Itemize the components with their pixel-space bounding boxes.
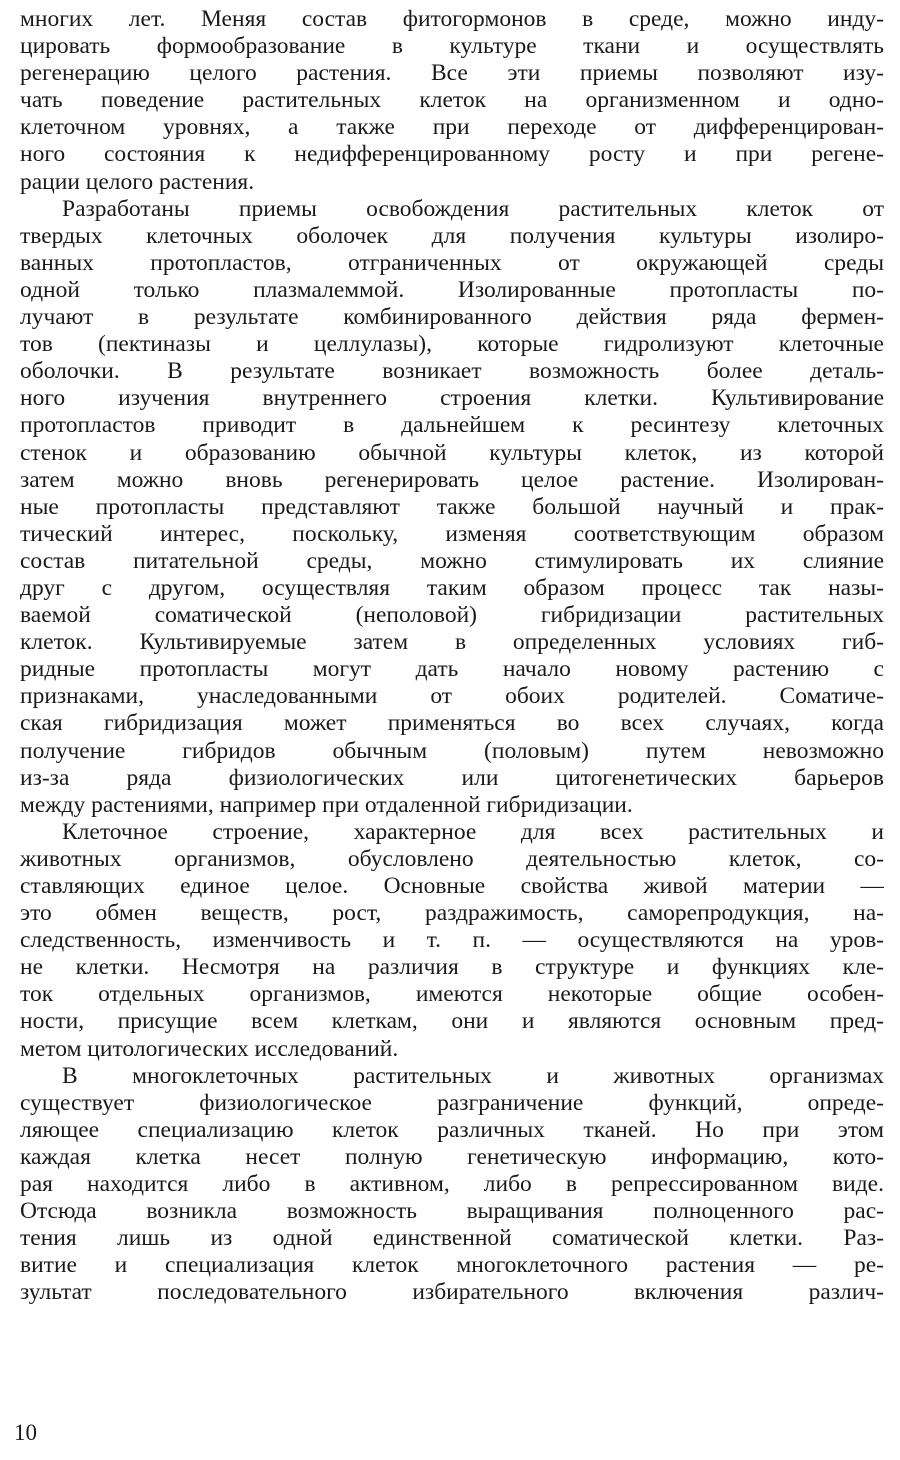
text-line: протопластов приводит в дальнейшем к ресинтезу клеточных — [20, 412, 884, 439]
text-line: Отсюда возникла возможность выращивания полноценного рас- — [20, 1198, 884, 1225]
text-line: ток отдельных организмов, имеются некоторые общие особен- — [20, 981, 884, 1008]
text-line: чать поведение растительных клеток на организменном и одно- — [20, 87, 884, 114]
text-line: признаками, унаследованными от обоих родителей. Соматиче- — [20, 683, 884, 710]
text-line: следственность, изменчивость и т. п. — осуществляются на уров- — [20, 927, 884, 954]
text-line: стенок и образованию обычной культуры клеток, из которой — [20, 439, 884, 466]
text-line: цировать формообразование в культуре ткани и осуществлять — [20, 33, 884, 60]
text-line: тов (пектиназы и целлулазы), которые гидролизуют клеточные — [20, 331, 884, 358]
text-line: ляющее специализацию клеток различных тканей. Но при этом — [20, 1116, 884, 1143]
text-line: получение гибридов обычным (половым) путем невозможно — [20, 737, 884, 764]
text-line: твердых клеточных оболочек для получения культуры изолиро- — [20, 222, 884, 249]
text-line: животных организмов, обусловлено деятельностью клеток, со- — [20, 845, 884, 872]
text-line: ного состояния к недифференцированному росту и при регене- — [20, 141, 884, 168]
text-line: клеток. Культивируемые затем в определенных условиях гиб- — [20, 629, 884, 656]
paragraph-start-line: В многоклеточных растительных и животных организмах — [62, 1062, 884, 1089]
text-line: рая находится либо в активном, либо в репрессированном виде. — [20, 1171, 884, 1198]
text-line: зультат последовательного избирательного включения различ- — [20, 1279, 884, 1306]
text-line: это обмен веществ, рост, раздражимость, саморепродукция, на- — [20, 900, 884, 927]
text-line: регенерацию целого растения. Все эти приемы позволяют изу- — [20, 60, 884, 87]
text-line: затем можно вновь регенерировать целое растение. Изолирован- — [20, 466, 884, 493]
text-line: ного изучения внутреннего строения клетки. Культивирование — [20, 385, 884, 412]
page-number: 10 — [14, 1420, 37, 1445]
paragraph-start-line: Разработаны приемы освобождения растительных клеток от — [62, 195, 884, 222]
text-line: ская гибридизация может применяться во всех случаях, когда — [20, 710, 884, 737]
paragraph-start-line: Клеточное строение, характерное для всех растительных и — [62, 818, 884, 845]
text-line: между растениями, например при отдаленной гибридизации. — [20, 791, 633, 818]
text-line: состав питательной среды, можно стимулировать их слияние — [20, 547, 884, 574]
text-line: друг с другом, осуществляя таким образом процесс так назы- — [20, 574, 884, 601]
text-line: ставляющих единое целое. Основные свойства живой материи — — [20, 873, 884, 899]
text-line: одной только плазмалеммой. Изолированные протопласты по- — [20, 276, 884, 303]
text-line: метом цитологических исследований. — [20, 1035, 399, 1062]
text-line: каждая клетка несет полную генетическую информацию, кото- — [20, 1143, 884, 1170]
text-line: ванных протопластов, отграниченных от окружающей среды — [20, 249, 884, 276]
text-line: витие и специализация клеток многоклеточного растения — ре- — [20, 1252, 884, 1279]
text-line: тения лишь из одной единственной соматической клетки. Раз- — [20, 1225, 884, 1252]
text-line: рации целого растения. — [20, 168, 255, 195]
text-line: тический интерес, поскольку, изменяя соответствующим образом — [20, 520, 884, 547]
text-line: из-за ряда физиологических или цитогенетических барьеров — [20, 764, 884, 791]
text-line: оболочки. В результате возникает возможность более деталь- — [20, 358, 884, 385]
text-line: существует физиологическое разграничение функций, опреде- — [20, 1089, 884, 1116]
text-line: ридные протопласты могут дать начало новому растению с — [20, 656, 884, 683]
text-line: лучают в результате комбинированного действия ряда фермен- — [20, 304, 884, 331]
page-body-text — [20, 6, 884, 1307]
text-line: ности, присущие всем клеткам, они и являются основным пред- — [20, 1008, 884, 1035]
text-line: ные протопласты представляют также большой научный и прак- — [20, 493, 884, 520]
text-line: многих лет. Меняя состав фитогормонов в среде, можно инду- — [20, 6, 884, 32]
text-line: ваемой соматической (неполовой) гибридизации растительных — [20, 602, 884, 629]
text-line: клеточном уровнях, а также при переходе от дифференцирован- — [20, 114, 884, 141]
text-line: не клетки. Несмотря на различия в структуре и функциях кле- — [20, 954, 884, 981]
